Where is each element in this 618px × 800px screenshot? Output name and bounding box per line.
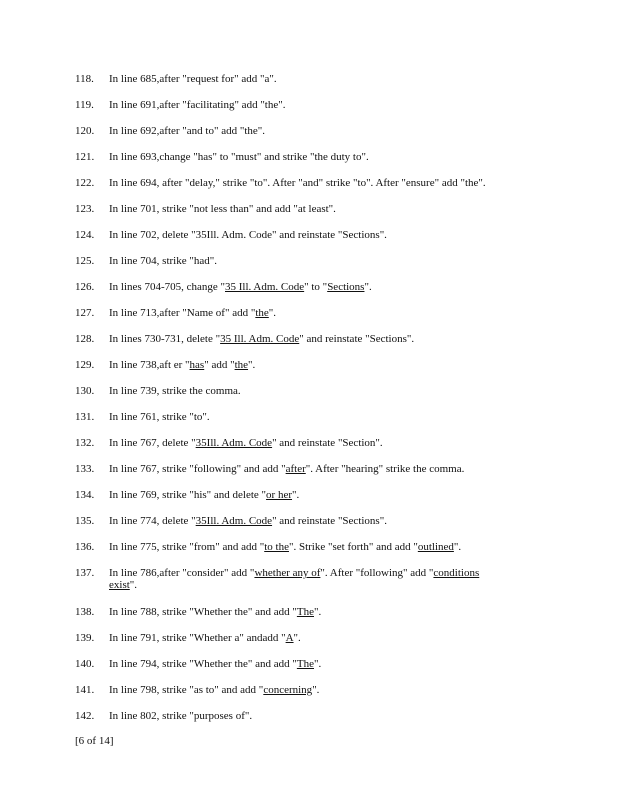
item-number: 121. — [75, 151, 95, 163]
item-text — [109, 125, 529, 137]
amendment-text: In line 738,aft er " — [109, 359, 190, 371]
item-text — [109, 281, 529, 293]
amendment-text: In line 701, strike "not less than" and add "at least". — [109, 203, 336, 215]
item-text — [109, 151, 529, 163]
item-number: 123. — [75, 203, 95, 215]
item-text — [109, 632, 529, 644]
item-number: 141. — [75, 684, 95, 696]
item-text — [109, 567, 529, 591]
amendment-text: ". — [453, 541, 462, 553]
item-number: 129. — [75, 359, 95, 371]
amendment-text: In line 802, strike "purposes of". — [109, 710, 253, 722]
amendment-text: In line 693,change "has" to "must" and strike "the duty to". — [109, 151, 369, 163]
amendment-text: In line 788, strike "Whether the" and add " — [109, 606, 297, 618]
amendment-text: ". — [364, 281, 372, 293]
underlined-insertion: to the — [264, 541, 289, 553]
amendment-text: In line 704, strike "had". — [109, 255, 217, 267]
item-number: 137. — [75, 567, 95, 579]
page-indicator: [6 of 14] — [75, 735, 114, 747]
amendment-text: In line 702, delete "35Ill. Adm. Code" and reinstate "Sections". — [109, 229, 387, 241]
amendment-text: " and reinstate "Section". — [272, 437, 383, 449]
item-text — [109, 99, 529, 111]
item-number: 122. — [75, 177, 95, 189]
underlined-insertion: 35Ill. Adm. Code — [195, 515, 273, 527]
item-number: 136. — [75, 541, 95, 553]
amendment-text: ". — [292, 489, 300, 501]
item-number: 120. — [75, 125, 95, 137]
amendment-text: ". Strike "set forth" and add " — [288, 541, 418, 553]
item-text — [109, 307, 529, 319]
underlined-insertion: Sections — [327, 281, 365, 293]
item-text — [109, 385, 529, 397]
underlined-insertion: 35 Ill. Adm. Code — [220, 333, 300, 345]
amendment-text: In line 769, strike "his" and delete " — [109, 489, 267, 501]
amendment-text: In line 794, strike "Whether the" and add " — [109, 658, 297, 670]
item-number: 138. — [75, 606, 95, 618]
amendment-text: ". — [268, 307, 277, 319]
item-text — [109, 710, 529, 722]
amendment-text: ". After "hearing" strike the comma. — [305, 463, 465, 475]
amendment-text: ". — [312, 684, 320, 696]
underlined-insertion: outlined — [417, 541, 454, 553]
underlined-insertion: or her — [266, 489, 293, 501]
amendment-text: In line 761, strike "to". — [109, 411, 210, 423]
amendment-text: In line 713,after "Name of" add " — [109, 307, 256, 319]
amendment-text: In line 791, strike "Whether a" andadd " — [109, 632, 286, 644]
item-number: 130. — [75, 385, 95, 397]
amendment-text: In line 685,after "request for" add "a". — [109, 73, 277, 85]
amendment-text: ". — [248, 359, 256, 371]
amendment-text: " add " — [204, 359, 235, 371]
item-text — [109, 463, 529, 475]
item-text — [109, 489, 529, 501]
item-number: 139. — [75, 632, 95, 644]
amendment-text: In line 786,after "consider" add " — [109, 567, 255, 579]
item-number: 132. — [75, 437, 95, 449]
item-text — [109, 333, 529, 345]
item-number: 119. — [75, 99, 94, 111]
amendment-text: ". — [129, 579, 138, 591]
item-text — [109, 437, 529, 449]
underlined-insertion: concerning — [263, 684, 313, 696]
amendment-text: In line 767, strike "following" and add " — [109, 463, 286, 475]
amendment-text: " and reinstate "Sections". — [299, 333, 415, 345]
amendment-text: ". — [293, 632, 301, 644]
item-number: 133. — [75, 463, 95, 475]
underlined-insertion: The — [296, 658, 314, 670]
item-text — [109, 255, 529, 267]
amendment-text: In line 767, delete " — [109, 437, 196, 449]
underlined-insertion: after — [285, 463, 306, 475]
amendment-text: ". After "following" add " — [320, 567, 434, 579]
item-text — [109, 658, 529, 670]
item-number: 142. — [75, 710, 95, 722]
item-number: 135. — [75, 515, 95, 527]
underlined-insertion: 35 Ill. Adm. Code — [225, 281, 305, 293]
underlined-insertion: The — [296, 606, 314, 618]
amendment-text: In line 692,after "and to" add "the". — [109, 125, 266, 137]
amendment-text: ". — [314, 658, 322, 670]
item-number: 140. — [75, 658, 95, 670]
amendment-text: " and reinstate "Sections". — [272, 515, 387, 527]
item-number: 127. — [75, 307, 95, 319]
amendment-text: In lines 730-731, delete " — [109, 333, 221, 345]
item-number: 124. — [75, 229, 95, 241]
item-text — [109, 73, 529, 85]
underlined-insertion: conditions — [433, 567, 480, 579]
item-number: 125. — [75, 255, 95, 267]
amendment-text: In line 798, strike "as to" and add " — [109, 684, 264, 696]
item-number: 134. — [75, 489, 95, 501]
item-text — [109, 177, 529, 189]
underlined-insertion: whether any of — [254, 567, 321, 579]
underlined-insertion: the — [234, 359, 249, 371]
item-text — [109, 541, 529, 553]
item-text — [109, 229, 529, 241]
item-number: 131. — [75, 411, 95, 423]
amendment-text: In line 691,after "facilitating" add "the". — [109, 99, 286, 111]
amendment-text: In line 694, after "delay," strike "to". After "and" strike "to". After "ensure" add "the". — [109, 177, 486, 189]
underlined-insertion: A — [285, 632, 294, 644]
underlined-insertion: the — [255, 307, 269, 319]
item-number: 118. — [75, 73, 94, 85]
item-text — [109, 515, 529, 527]
item-text — [109, 203, 529, 215]
item-text — [109, 359, 529, 371]
item-text — [109, 606, 529, 618]
amendment-text: In line 739, strike the comma. — [109, 385, 241, 397]
amendment-text: In lines 704-705, change " — [109, 281, 225, 293]
item-text — [109, 411, 529, 423]
underlined-insertion: exist — [109, 579, 130, 591]
amendment-text: In line 775, strike "from" and add " — [109, 541, 265, 553]
amendment-text: " to " — [304, 281, 328, 293]
item-text — [109, 684, 529, 696]
item-number: 128. — [75, 333, 95, 345]
item-number: 126. — [75, 281, 95, 293]
amendment-text: In line 774, delete " — [109, 515, 196, 527]
underlined-insertion: 35Ill. Adm. Code — [195, 437, 273, 449]
underlined-insertion: has — [189, 359, 205, 371]
amendment-text: ". — [314, 606, 322, 618]
